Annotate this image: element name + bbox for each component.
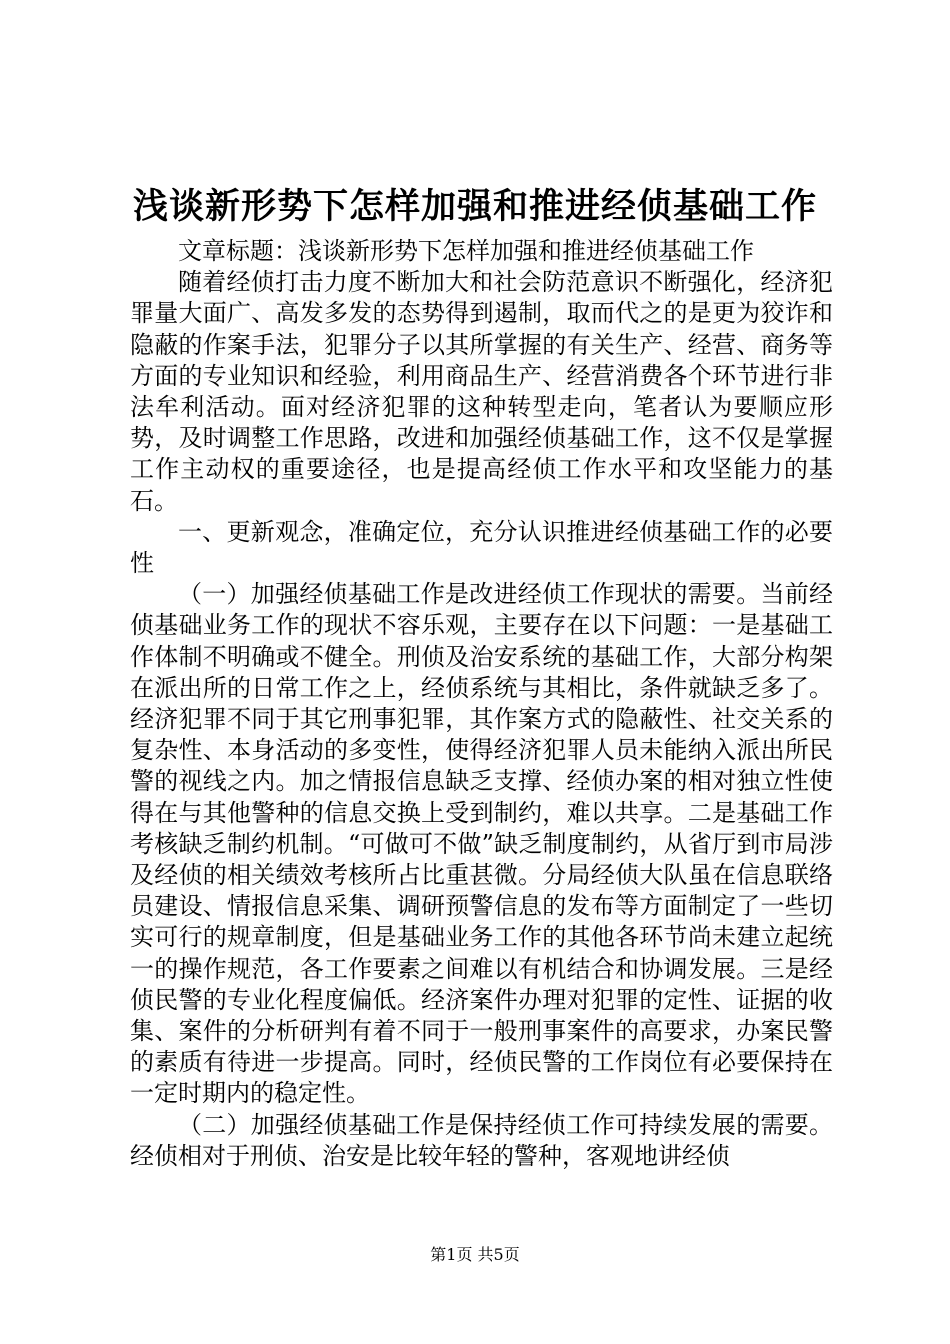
intro-paragraph: 随着经侦打击力度不断加大和社会防范意识不断强化，经济犯罪量大面广、高发多发的态势得到遏制，取而代之的是更为狡诈和隐蔽的作案手法，犯罪分子以其所掌握的有关生产、经营、商务等方面的专业知识和经验，利用商品生产、经营消费各个环节进行非法牟利活动。面对经济犯罪的这种转型走向，笔者认为要顺应形势，及时调整工作思路，改进和加强经侦基础工作，这不仅是掌握工作主动权的重要途径，也是提高经侦工作水平和攻坚能力的基石。	[130, 268, 833, 515]
document-title: 浅谈新形势下怎样加强和推进经侦基础工作	[132, 186, 817, 227]
page-footer: 第1页 共5页	[430, 1245, 520, 1264]
subsection-paragraph-1: （一）加强经侦基础工作是改进经侦工作现状的需要。当前经侦基础业务工作的现状不容乐观，主要存在以下问题：一是基础工作体制不明确或不健全。刑侦及治安系统的基础工作，大部分构架在派出所的日常工作之上，经侦系统与其相比，条件就缺乏多了。经济犯罪不同于其它刑事犯罪，其作案方式的隐蔽性、社交关系的复杂性、本身活动的多变性，使得经济犯罪人员未能纳入派出所民警的视线之内。加之情报信息缺乏支撑、经侦办案的相对独立性使得在与其他警种的信息交换上受到制约，难以共享。二是基础工作考核缺乏制约机制。“可做可不做”缺乏制度制约，从省厅到市局涉及经侦的相关绩效考核所占比重甚微。分局经侦大队虽在信息联络员建设、情报信息采集、调研预警信息的发布等方面制定了一些切实可行的规章制度，但是基础业务工作的其他各环节尚未建立起统一的操作规范，各工作要素之间难以有机结合和协调发展。三是经侦民警的专业化程度偏低。经济案件办理对犯罪的定性、证据的收集、案件的分析研判有着不同于一般刑事案件的高要求，办案民警的素质有待进一步提高。同时，经侦民警的工作岗位有必要保持在一定时期内的稳定性。	[130, 580, 833, 1108]
subsection-paragraph-2: （二）加强经侦基础工作是保持经侦工作可持续发展的需要。经侦相对于刑侦、治安是比较年轻的警种，客观地讲经侦	[130, 1110, 833, 1170]
document-body	[130, 236, 833, 1172]
article-title-line: 文章标题：浅谈新形势下怎样加强和推进经侦基础工作	[178, 237, 754, 265]
section-heading: 一、更新观念，准确定位，充分认识推进经侦基础工作的必要性	[130, 517, 833, 578]
